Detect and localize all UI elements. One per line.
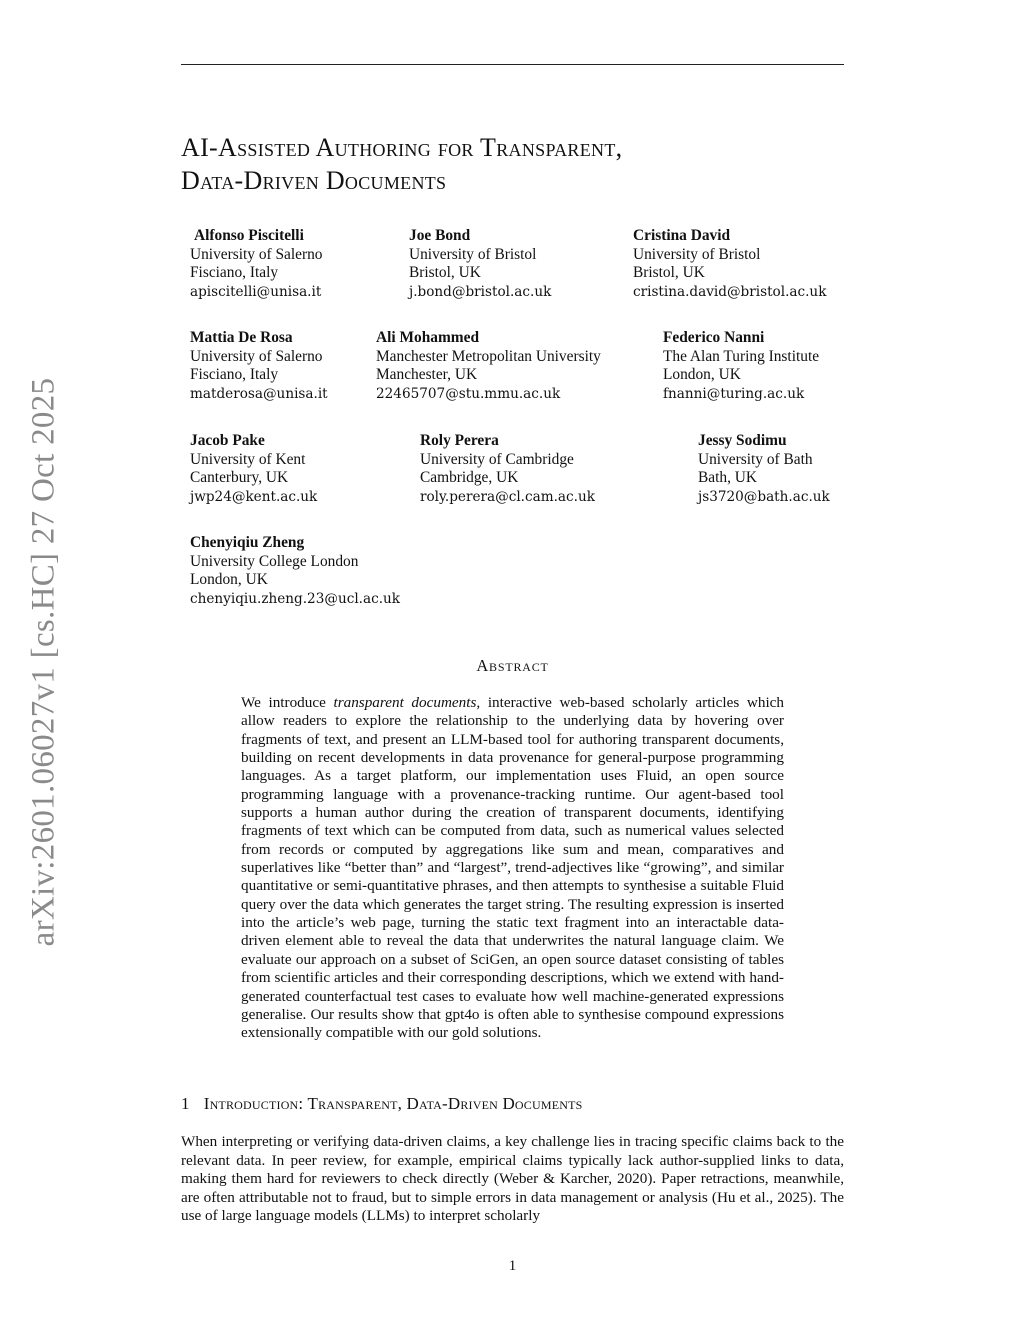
author-name: Roly Perera (420, 432, 499, 449)
author-affiliation: University College London (190, 552, 359, 570)
author-affiliation: University of Bath (698, 450, 813, 468)
section-heading (181, 1094, 844, 1114)
author-location: Fisciano, Italy (190, 264, 279, 282)
author-email[interactable]: jwp24@kent.ac.uk (190, 488, 318, 505)
abstract-body: , interactive web-based scholarly articles which allow readers to explore the relationship to the underlying data by hovering over fragments of text, and present an LLM-based tool for authoring transparent documents, building on recent developments in data provenance for general-purpose programming languages. As a target platform, our implementation uses Fluid, an open source programming language with a provenance-tracking runtime. Our agent-based tool supports a human author during the creation of transparent documents, identifying fragments of text which can be computed from data, such as numerical values selected from records or computed by aggregations like sum and mean, comparatives and superlatives like “better than” and “largest”, trend-adjectives like “growing”, and similar quantitative or semi-quantitative phrases, and then attempts to synthesise a suitable Fluid query over the data which generates the target string. The resulting expression is inserted into the article’s web page, turning the static text fragment into an interactable data-driven element able to reveal the data that underwrites the natural language claim. We evaluate our approach on a subset of SciGen, an open source dataset consisting of tables from scientific articles and their corresponding descriptions, which we extend with hand-generated counterfactual test cases to evaluate how well machine-generated expressions generalise. Our results show that gpt4o is often able to synthesise compound expressions extensionally compatible with our gold solutions. (241, 694, 784, 1042)
author-block (633, 227, 826, 301)
author-email[interactable]: chenyiqiu.zheng.23@ucl.ac.uk (190, 590, 401, 607)
abstract-text (241, 694, 784, 1043)
author-email[interactable]: j.bond@bristol.ac.uk (409, 283, 552, 300)
paper-title (181, 131, 844, 197)
author-name: Mattia De Rosa (190, 329, 293, 346)
author-name: Ali Mohammed (376, 329, 480, 346)
author-block (420, 432, 595, 506)
author-affiliation: Manchester Metropolitan University (376, 347, 601, 365)
author-name: Cristina David (633, 227, 731, 244)
paper-title-line-1: AI-Assisted Authoring for Transparent, (181, 133, 623, 162)
section-title: Introduction: Transparent, Data-Driven Documents (203, 1094, 583, 1113)
author-block (190, 246, 323, 302)
author-email[interactable]: fnanni@turing.ac.uk (663, 385, 805, 402)
author-block (698, 432, 830, 506)
author-name: Jacob Pake (190, 432, 265, 449)
author-email[interactable]: 22465707@stu.mmu.ac.uk (376, 385, 561, 402)
arxiv-identifier-stamp: arXiv:2601.06027v1 [cs.HC] 27 Oct 2025 (25, 377, 62, 947)
author-affiliation: The Alan Turing Institute (663, 347, 820, 365)
author-name: Jessy Sodimu (698, 432, 787, 449)
author-affiliation: University of Bristol (633, 245, 761, 263)
page-number: 1 (508, 1258, 517, 1274)
author-block (194, 227, 304, 246)
author-affiliation: University of Salerno (190, 245, 323, 263)
introduction-paragraph: When interpreting or verifying data-driven claims, a key challenge lies in tracing specific claims back to the relevant data. In peer review, for example, empirical claims typically lack author-supplied links to data, making them hard for reviewers to check directly (Weber & Karcher, 2020). Paper retractions, meanwhile, are often attributable not to fraud, but to simple errors in data management or analysis (Hu et al., 2025). The use of large language models (LLMs) to interpret scholarly (181, 1133, 844, 1225)
abstract-lead: We introduce (241, 694, 334, 711)
paper-title-line-2: Data-Driven Documents (181, 166, 447, 195)
author-affiliation: University of Salerno (190, 347, 323, 365)
author-location: Bristol, UK (633, 264, 705, 282)
author-name: Alfonso Piscitelli (194, 227, 304, 244)
author-block (409, 227, 551, 301)
abstract-heading: Abstract (476, 656, 549, 675)
author-affiliation: University of Cambridge (420, 450, 574, 468)
author-block (190, 534, 400, 608)
author-block (376, 329, 601, 403)
author-name: Chenyiqiu Zheng (190, 534, 305, 551)
section-number: 1 (181, 1094, 190, 1113)
author-email[interactable]: cristina.david@bristol.ac.uk (633, 283, 827, 300)
author-location: Fisciano, Italy (190, 366, 279, 384)
author-location: Cambridge, UK (420, 469, 519, 487)
author-location: Manchester, UK (376, 366, 478, 384)
author-email[interactable]: js3720@bath.ac.uk (698, 488, 830, 505)
top-rule (181, 64, 844, 65)
abstract-emphasis: transparent documents (333, 694, 477, 711)
author-affiliation: University of Bristol (409, 245, 537, 263)
author-email[interactable]: apiscitelli@unisa.it (190, 283, 322, 300)
author-block (190, 432, 317, 506)
author-email[interactable]: roly.perera@cl.cam.ac.uk (420, 488, 595, 505)
author-email[interactable]: matderosa@unisa.it (190, 385, 328, 402)
author-location: Bath, UK (698, 469, 757, 487)
author-location: London, UK (190, 571, 268, 589)
author-location: London, UK (663, 366, 741, 384)
author-affiliation: University of Kent (190, 450, 306, 468)
author-name: Federico Nanni (663, 329, 765, 346)
author-location: Bristol, UK (409, 264, 481, 282)
author-name: Joe Bond (409, 227, 471, 244)
author-location: Canterbury, UK (190, 469, 289, 487)
author-block (190, 329, 328, 403)
author-block (663, 329, 819, 403)
